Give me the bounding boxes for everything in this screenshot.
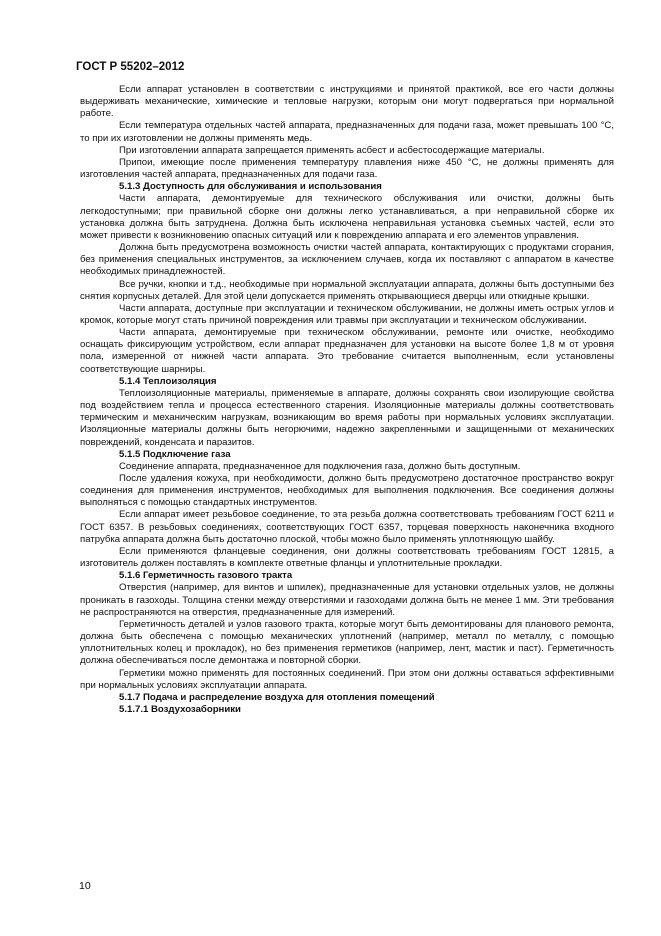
paragraph: Если аппарат имеет резьбовое соединение, то эта резьба должна соответствовать требованиям ГОСТ 6211 и ГОСТ 6357. В резьбовых соединениях, соответствующих ГОСТ 6357, торцевая поверхность наконечника входного патрубка аппарата должна быть достаточно плоской, чтобы можно было применять уплотняющую шайбу. xyxy=(80,509,614,545)
paragraph: Герметики можно применять для постоянных соединений. При этом они должны оставаться эффективными при нормальных условиях эксплуатации аппарата. xyxy=(80,667,614,691)
paragraph: Все ручки, кнопки и т.д., необходимые при нормальной эксплуатации аппарата, должны быть доступными без снятия корпусных деталей. Для этой цели допускается применять открывающиеся дверцы или откидные крышки. xyxy=(80,278,614,302)
section-heading-5-1-7-1: 5.1.7.1 Воздухозаборники xyxy=(119,703,241,715)
paragraph: Части аппарата, демонтируемые при техническом обслуживании, ремонте или очистке, необходимо оснащать фиксирующим устройством, если аппарат предназначен для установки на высоте более 1,8 м от уровня пола, измеренной от нижней части аппарата. Это требование считается выполненным, если установлены соответствующие шарниры. xyxy=(80,327,614,375)
paragraph: Припои, имеющие после применения температуру плавления ниже 450 °C, не должны применять для изготовления частей аппарата, предназначенных для подачи газа. xyxy=(80,156,614,181)
page-content xyxy=(80,84,614,716)
paragraph: После удаления кожуха, при необходимости, должно быть предусмотрено достаточное пространство вокруг соединения для применения инструментов, необходимых для выполнения подключения. Все соединения должны выполняться с помощью стандартных инструментов. xyxy=(80,473,614,509)
section-heading-5-1-4: 5.1.4 Теплоизоляция xyxy=(119,375,217,387)
paragraph: Теплоизоляционные материалы, применяемые в аппарате, должны сохранять свои изолирующие свойства под воздействием тепла и процесса естественного старения. Изоляционные материалы должны соответствовать термическим и механическим нагрузкам, возникающим во время работы при нормальных условиях эксплуатации. Изоляционные материалы должны быть негорючими, надежно закрепленными и защищенными от механических повреждений, конденсата и паразитов. xyxy=(80,387,614,448)
section-heading-5-1-5: 5.1.5 Подключение газа xyxy=(119,448,231,460)
section-heading-5-1-7: 5.1.7 Подача и распределение воздуха для отопления помещений xyxy=(119,691,435,703)
paragraph: Части аппарата, демонтируемые для технического обслуживания или очистки, должны быть легкодоступными; при правильной сборке они должны легко устанавливаться, а при неправильной сборке их установка должна быть затруднена. Должна быть исключена неправильная установка съемных частей, если это может привести к возникновению опасных ситуаций или к повреждению аппарата и его элементов управления. xyxy=(80,193,614,241)
section-heading-5-1-3: 5.1.3 Доступность для обслуживания и использования xyxy=(119,181,382,193)
paragraph: Если применяются фланцевые соединения, они должны соответствовать требованиям ГОСТ 12815, а изготовитель должен поставлять в комплекте ответные фланцы и уплотнительные прокладки. xyxy=(80,545,614,570)
paragraph: При изготовлении аппарата запрещается применять асбест и асбестосодержащие материалы. xyxy=(119,144,545,156)
section-heading-5-1-6: 5.1.6 Герметичность газового тракта xyxy=(119,570,293,582)
document-header: ГОСТ Р 55202–2012 xyxy=(76,61,185,73)
paragraph: Должна быть предусмотрена возможность очистки частей аппарата, контактирующих с продуктами сгорания, без применения специальных инструментов, за исключением случаев, когда их поставляют с аппаратом в качестве необходимых принадлежностей. xyxy=(80,242,614,278)
paragraph: Если температура отдельных частей аппарата, предназначенных для подачи газа, может превышать 100 °C, то при их изготовлении не должны применять медь. xyxy=(80,120,614,144)
page-number: 10 xyxy=(79,880,91,892)
paragraph: Соединение аппарата, предназначенное для подключения газа, должно быть доступным. xyxy=(119,460,521,472)
paragraph: Отверстия (например, для винтов и шпилек), предназначенные для установки отдельных узлов, не должны проникать в газоходы. Толщина стенки между отверстиями и газоходами должна быть не менее 1 мм. Эти требования не распространяются на отверстия, предназначенные для измерений. xyxy=(80,582,614,618)
paragraph: Герметичность деталей и узлов газового тракта, которые могут быть демонтированы для планового ремонта, должна быть обеспечена с помощью механических уплотнений (например, металл по металлу, с помощью уплотнительных колец и прокладок), но без применения герметиков (например, лент, мастик и паст). Герметичность должна обеспечиваться после демонтажа и повторной сборки. xyxy=(80,618,614,667)
paragraph: Части аппарата, доступные при эксплуатации и техническом обслуживании, не должны иметь острых углов и кромок, которые могут стать причиной повреждения или травмы при эксплуатации и техническом обслуживании. xyxy=(80,302,614,326)
paragraph: Если аппарат установлен в соответствии с инструкциями и принятой практикой, все его части должны выдерживать механические, химические и тепловые нагрузки, которым они могут подвергаться при нормальной работе. xyxy=(80,84,614,120)
